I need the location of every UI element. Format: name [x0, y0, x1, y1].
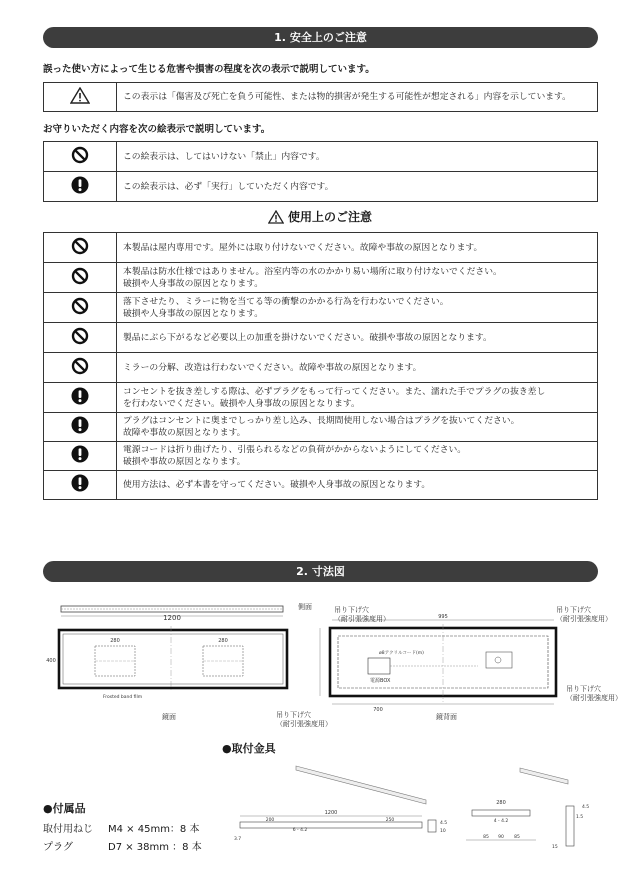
caution-text [117, 442, 598, 471]
caution-line: 故障や事故の原因となります。 [123, 428, 246, 438]
short-bracket-3d [520, 768, 568, 784]
caution-line: 製品にぶら下がるなど必要以上の加重を掛けないでください。破損や事故の原因となります。 [123, 332, 492, 343]
intro-text-2: お守りいただく内容を次の絵表示で説明しています。 [43, 124, 271, 135]
prohibit-icon-cell [44, 353, 117, 383]
mandatory-icon [71, 387, 89, 405]
mandatory-legend-text: この絵表示は、必ず「実行」していただく内容です。 [117, 172, 598, 202]
dim-panel-right: 280 [218, 638, 228, 644]
prohibit-icon [71, 357, 89, 375]
warning-icon-cell [44, 83, 117, 112]
bracket-title: ●取付金具 [222, 742, 276, 755]
caution-row [44, 471, 598, 500]
mandatory-icon-cell [44, 471, 117, 500]
caution-line: 本製品は防水仕様ではありません。浴室内等の水のかかり易い場所に取り付けないでください。 [123, 266, 502, 277]
dim-bracket-side: 4.5 [440, 821, 448, 826]
caution-text [117, 383, 598, 413]
caution-text [117, 413, 598, 442]
mandatory-icon-cell [44, 442, 117, 471]
caution-line: 破損や事故の原因となります。 [123, 457, 246, 467]
warning-legend-table [43, 82, 598, 112]
cautions-title-text: 使用上のご注意 [287, 210, 372, 224]
caution-text [117, 233, 598, 263]
hang-top-label-1: 吊り下げ穴 [334, 606, 369, 614]
mandatory-icon [71, 176, 89, 194]
front-label: 鏡面 [162, 713, 176, 721]
dim-short-seg1: 85 [483, 835, 489, 840]
back-label: 鏡背面 [436, 713, 457, 721]
prohibit-icon [71, 297, 89, 315]
hang-low-label-1: 吊り下げ穴 [566, 685, 601, 693]
dim-short-side2: 1.5 [576, 815, 584, 820]
hang-bottom-label-2: （耐引張強度用） [276, 720, 332, 728]
hang-right-label-1: 吊り下げ穴 [556, 606, 591, 614]
front-view-drawing [43, 594, 303, 714]
short-bracket-plan [472, 810, 530, 816]
caution-text [117, 323, 598, 353]
back-view-drawing [318, 612, 574, 712]
mandatory-icon [71, 416, 89, 434]
dim-bracket-thick: 3.7 [234, 837, 242, 842]
prohibit-icon-cell [44, 263, 117, 293]
power-box [368, 658, 390, 674]
prohibit-legend-text: この絵表示は、してはいけない「禁止」内容です。 [117, 142, 598, 172]
mandatory-icon [71, 445, 89, 463]
dim-back-top: 995 [438, 614, 448, 620]
mirror-frame [59, 630, 287, 688]
caution-text [117, 353, 598, 383]
caution-line: 破損や人身事故の原因となります。 [123, 308, 264, 319]
intro-text-1: 誤った使い方によって生じる危害や損害の程度を次の表示で説明しています。 [43, 64, 375, 75]
hang-low-label-2: （耐引張強度用） [566, 694, 622, 702]
caution-row [44, 413, 598, 442]
mandatory-icon [71, 474, 89, 492]
prohibit-icon-cell [44, 293, 117, 323]
accessory-spec-1: M4 × 45mm：8 本 [108, 824, 200, 835]
prohibit-icon [71, 146, 89, 164]
accessory-name-2: プラグ [43, 842, 73, 853]
dim-bracket-side2: 10 [440, 829, 446, 834]
caution-line: コンセントを抜き差しする際は、必ずプラグをもって行ってください。また、濡れた手でプラグの抜き差し [123, 386, 546, 397]
caution-line: プラグはコンセントに奥までしっかり差し込み、長期間使用しない場合はプラグを抜いてください。 [123, 416, 520, 426]
cautions-table [43, 232, 598, 500]
power-box-label: 電源BOX [370, 678, 391, 684]
caution-line: ミラーの分解、改造は行わないでください。故障や事故の原因となります。 [123, 362, 422, 373]
caution-line: 破損や人身事故の原因となります。 [123, 278, 264, 289]
dim-bracket-holes: 6 - 4.2 [292, 828, 308, 833]
dim-panel-left: 280 [110, 638, 120, 644]
side-label: 側面 [298, 603, 312, 611]
caution-line: 本製品は屋内専用です。屋外には取り付けないでください。故障や事故の原因となります。 [123, 242, 483, 253]
dim-short-seg3: 85 [514, 835, 520, 840]
caution-text [117, 263, 598, 293]
accessory-spec-2: D7 × 38mm ：8 本 [108, 842, 202, 853]
bracket-drawing [230, 760, 602, 860]
symbol-legend-table [43, 141, 598, 202]
warning-legend-text: この表示は「傷害及び死亡を負う可能性、または物的損害が発生する可能性が想定される」内容を示しています。 [117, 83, 598, 112]
caution-row [44, 263, 598, 293]
caution-row [44, 323, 598, 353]
caution-line: 使用方法は、必ず本書を守ってください。破損や人身事故の原因となります。 [123, 480, 431, 490]
caution-line: 電源コードは折り曲げたり、引張られるなどの負荷がかからないようにしてください。 [123, 445, 467, 455]
caution-text [117, 293, 598, 323]
prohibit-icon-cell [44, 323, 117, 353]
long-bracket-3d [296, 766, 426, 804]
dim-short-side: 4.5 [582, 805, 590, 810]
prohibit-icon [71, 237, 89, 255]
mandatory-icon-cell [44, 383, 117, 413]
hang-right-label-2: （耐引張強度用） [556, 615, 612, 623]
warning-triangle-icon [268, 210, 284, 224]
caution-line: 落下させたり、ミラーに物を当てる等の衝撃のかかる行為を行わないでください。 [123, 296, 449, 307]
prohibit-icon [71, 327, 89, 345]
caution-row [44, 353, 598, 383]
acrylic-cord-label: ø8アクリルコード(m) [379, 651, 424, 656]
accessories-title: ●付属品 [43, 802, 86, 815]
section2-banner: 2. 寸法図 [43, 561, 598, 582]
dim-short-bracket: 280 [496, 800, 506, 806]
dim-short-side3: 15 [552, 845, 558, 850]
hang-top-label-2: （耐引張強度用） [334, 615, 390, 623]
accessory-name-1: 取付用ねじ [43, 824, 93, 835]
caution-line: を行わないでください。破損や人身事故の原因となります。 [123, 398, 360, 409]
prohibit-icon [71, 267, 89, 285]
prohibit-icon-cell [44, 142, 117, 172]
dim-bracket-seg2: 250 [385, 818, 395, 823]
warning-triangle-icon [70, 87, 90, 104]
dim-back-bottom: 700 [373, 707, 383, 712]
hang-bottom-label-1: 吊り下げ穴 [276, 711, 311, 719]
prohibit-icon-cell [44, 233, 117, 263]
cautions-title [0, 208, 640, 225]
dim-height: 400 [46, 658, 56, 664]
section1-banner: 1. 安全上のご注意 [43, 27, 598, 48]
caution-row [44, 383, 598, 413]
mandatory-icon-cell [44, 172, 117, 202]
caution-row [44, 233, 598, 263]
mandatory-icon-cell [44, 413, 117, 442]
caution-row [44, 442, 598, 471]
caution-row [44, 293, 598, 323]
dim-short-seg2: 90 [498, 835, 504, 840]
caution-text [117, 471, 598, 500]
dim-bracket-seg1: 200 [265, 818, 275, 823]
frosted-label: Frosted band film [103, 695, 143, 700]
dim-top-total: 1200 [163, 614, 181, 622]
dim-bracket-long: 1200 [324, 810, 338, 816]
short-bracket-side [566, 806, 574, 846]
dim-short-holes: 4 - 4.2 [493, 819, 509, 824]
